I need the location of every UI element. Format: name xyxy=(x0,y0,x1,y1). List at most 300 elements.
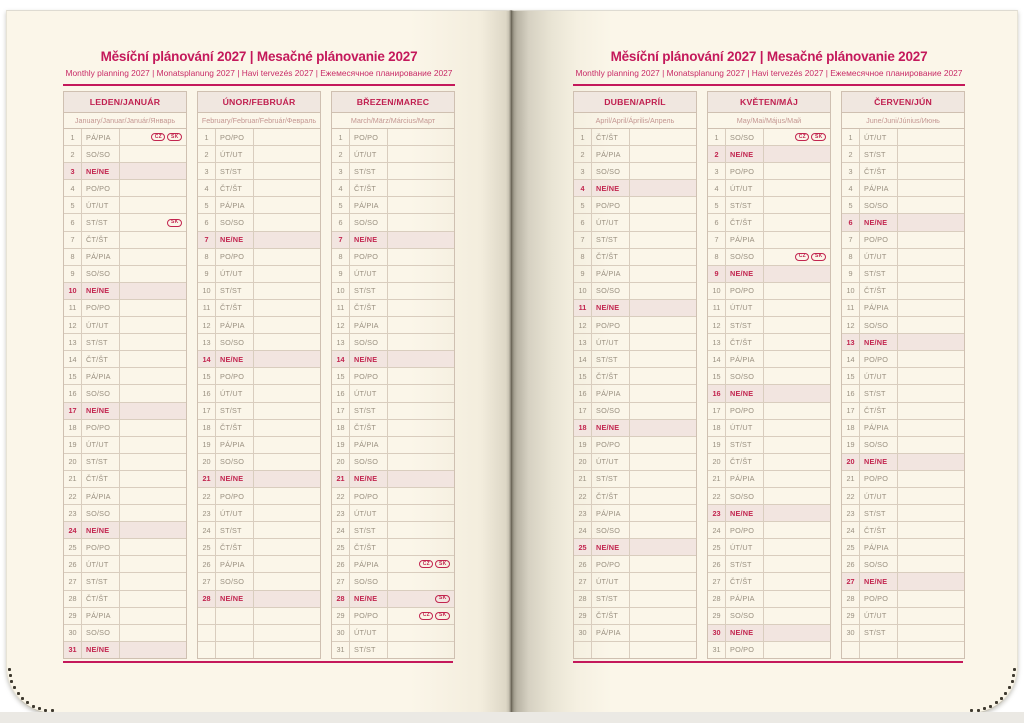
day-row xyxy=(198,402,320,419)
day-abbr-cell: ÚT/UT xyxy=(860,488,898,504)
day-row xyxy=(332,213,454,230)
day-row xyxy=(332,402,454,419)
day-note-cell xyxy=(254,573,320,589)
stitch-dot xyxy=(1000,697,1003,700)
day-note-cell xyxy=(898,488,964,504)
day-number-cell: 4 xyxy=(574,180,592,196)
day-row xyxy=(198,453,320,470)
day-number-cell: 13 xyxy=(64,334,82,350)
day-number-cell: 20 xyxy=(198,454,216,470)
stitch-dot xyxy=(9,674,12,677)
day-row xyxy=(332,419,454,436)
day-row xyxy=(842,521,964,538)
day-row xyxy=(842,350,964,367)
day-number-cell: 1 xyxy=(842,129,860,145)
day-abbr-cell: ST/ST xyxy=(592,591,630,607)
day-row xyxy=(708,538,830,555)
day-abbr-cell: NE/NE xyxy=(726,146,764,162)
day-note-cell xyxy=(120,437,186,453)
day-note-cell xyxy=(120,471,186,487)
day-row xyxy=(708,316,830,333)
day-number-cell: 14 xyxy=(198,351,216,367)
day-row xyxy=(708,384,830,401)
day-abbr-cell: PO/PO xyxy=(592,556,630,572)
day-row xyxy=(198,470,320,487)
day-number-cell: 9 xyxy=(332,266,350,282)
day-row xyxy=(64,129,186,145)
day-note-cell xyxy=(630,385,696,401)
day-abbr-cell: PO/PO xyxy=(860,351,898,367)
page-header-left xyxy=(63,48,455,86)
day-abbr-cell: PÁ/PIA xyxy=(350,197,388,213)
day-note-cell xyxy=(764,266,830,282)
day-abbr-cell: ČT/ŠT xyxy=(350,539,388,555)
day-note-cell xyxy=(898,214,964,230)
day-abbr-cell: ST/ST xyxy=(592,232,630,248)
holiday-badge-cz: CZ xyxy=(419,560,433,568)
day-note-cell xyxy=(388,591,454,607)
day-abbr-cell: PO/PO xyxy=(350,488,388,504)
day-note-cell xyxy=(898,317,964,333)
day-row xyxy=(574,590,696,607)
day-number-cell: 27 xyxy=(842,573,860,589)
day-abbr-cell: ÚT/UT xyxy=(350,505,388,521)
day-number-cell: 4 xyxy=(332,180,350,196)
day-abbr-cell: PO/PO xyxy=(860,232,898,248)
day-row xyxy=(64,333,186,350)
day-number-cell: 3 xyxy=(64,163,82,179)
day-number-cell: 7 xyxy=(198,232,216,248)
day-abbr-cell: ČT/ŠT xyxy=(350,420,388,436)
day-abbr-cell: ÚT/UT xyxy=(350,146,388,162)
day-number-cell: 17 xyxy=(842,403,860,419)
day-row xyxy=(64,555,186,572)
header-rule xyxy=(63,84,455,86)
day-number-cell: 13 xyxy=(332,334,350,350)
day-row xyxy=(332,590,454,607)
stitch-dot xyxy=(32,705,35,708)
month-name: KVĚTEN/MÁJ xyxy=(708,92,830,113)
day-note-cell xyxy=(764,317,830,333)
day-note-cell xyxy=(630,420,696,436)
day-abbr-cell: PO/PO xyxy=(350,608,388,624)
day-note-cell xyxy=(254,471,320,487)
day-note-cell xyxy=(898,146,964,162)
header-rule xyxy=(573,84,965,86)
day-number-cell: 6 xyxy=(332,214,350,230)
day-number-cell: 7 xyxy=(332,232,350,248)
day-number-cell: 21 xyxy=(332,471,350,487)
day-note-cell xyxy=(764,368,830,384)
stitch-dot xyxy=(995,701,998,704)
day-row xyxy=(708,487,830,504)
day-row xyxy=(842,196,964,213)
day-row xyxy=(708,213,830,230)
day-number-cell: 1 xyxy=(198,129,216,145)
day-row xyxy=(64,419,186,436)
day-note-cell xyxy=(254,625,320,641)
day-row xyxy=(64,231,186,248)
day-row xyxy=(842,453,964,470)
day-row xyxy=(574,231,696,248)
page-subtitle: Monthly planning 2027 | Monatsplanung 2027 | Havi tervezés 2027 | Ежемесячное планирование 2027 xyxy=(575,68,963,78)
day-number-cell: 22 xyxy=(842,488,860,504)
day-row xyxy=(332,504,454,521)
day-note-cell xyxy=(120,146,186,162)
day-row xyxy=(842,419,964,436)
day-note-cell xyxy=(764,197,830,213)
day-abbr-cell: ST/ST xyxy=(216,522,254,538)
day-note-cell xyxy=(764,351,830,367)
day-number-cell: 25 xyxy=(842,539,860,555)
day-number-cell: 23 xyxy=(842,505,860,521)
day-note-cell xyxy=(388,471,454,487)
day-row xyxy=(198,282,320,299)
day-row xyxy=(64,402,186,419)
holiday-badge-sk: SK xyxy=(435,595,450,603)
day-abbr-cell: ST/ST xyxy=(860,385,898,401)
day-note-cell xyxy=(120,642,186,658)
day-note-cell xyxy=(898,591,964,607)
stitch-dot xyxy=(17,692,20,695)
day-number-cell: 23 xyxy=(708,505,726,521)
day-note-cell xyxy=(388,437,454,453)
day-number-cell: 12 xyxy=(64,317,82,333)
day-row xyxy=(842,179,964,196)
day-number-cell: 6 xyxy=(574,214,592,230)
day-row xyxy=(64,213,186,230)
day-note-cell xyxy=(764,556,830,572)
day-number-cell: 8 xyxy=(198,249,216,265)
day-number-cell: 23 xyxy=(64,505,82,521)
day-abbr-cell: PO/PO xyxy=(350,129,388,145)
day-note-cell xyxy=(764,625,830,641)
day-number-cell: 15 xyxy=(64,368,82,384)
day-number-cell: 11 xyxy=(64,300,82,316)
day-number-cell: 4 xyxy=(708,180,726,196)
planner-page-left xyxy=(6,10,511,714)
day-abbr-cell: PO/PO xyxy=(592,437,630,453)
open-planner-book xyxy=(6,10,1018,714)
day-row xyxy=(574,607,696,624)
day-abbr-cell: PÁ/PIA xyxy=(726,471,764,487)
day-number-cell: 9 xyxy=(574,266,592,282)
day-abbr-cell xyxy=(216,608,254,624)
day-row xyxy=(574,282,696,299)
day-row xyxy=(708,367,830,384)
day-row xyxy=(198,196,320,213)
day-row xyxy=(708,641,830,658)
day-number-cell: 22 xyxy=(574,488,592,504)
day-abbr-cell: ST/ST xyxy=(350,522,388,538)
day-note-cell xyxy=(764,471,830,487)
day-number-cell: 4 xyxy=(842,180,860,196)
day-number-cell: 13 xyxy=(198,334,216,350)
day-abbr-cell: ÚT/UT xyxy=(350,625,388,641)
day-abbr-cell: ST/ST xyxy=(350,283,388,299)
day-abbr-cell: ST/ST xyxy=(860,505,898,521)
day-note-cell xyxy=(898,129,964,145)
day-note-cell xyxy=(120,334,186,350)
day-abbr-cell: ÚT/UT xyxy=(860,368,898,384)
day-note-cell xyxy=(898,180,964,196)
day-note-cell xyxy=(388,300,454,316)
day-note-cell xyxy=(764,488,830,504)
day-abbr-cell: NE/NE xyxy=(82,522,120,538)
day-abbr-cell: ČT/ŠT xyxy=(82,471,120,487)
day-row xyxy=(198,299,320,316)
day-row xyxy=(708,590,830,607)
day-row xyxy=(332,129,454,145)
day-note-cell xyxy=(898,197,964,213)
day-note-cell xyxy=(120,403,186,419)
day-number-cell: 30 xyxy=(708,625,726,641)
day-abbr-cell: ÚT/UT xyxy=(726,180,764,196)
day-row xyxy=(842,470,964,487)
stitch-dot xyxy=(989,705,992,708)
day-note-cell xyxy=(120,197,186,213)
day-note-cell xyxy=(630,368,696,384)
stitch-dot xyxy=(8,668,11,671)
day-abbr-cell: SO/SO xyxy=(216,573,254,589)
day-abbr-cell: SO/SO xyxy=(726,488,764,504)
day-abbr-cell: NE/NE xyxy=(726,625,764,641)
day-number-cell: 21 xyxy=(574,471,592,487)
day-note-cell xyxy=(254,488,320,504)
day-row xyxy=(574,419,696,436)
stitch-dot xyxy=(1004,692,1007,695)
day-number-cell: 12 xyxy=(842,317,860,333)
day-abbr-cell: ÚT/UT xyxy=(860,249,898,265)
day-abbr-cell: ČT/ŠT xyxy=(592,368,630,384)
day-number-cell: 19 xyxy=(64,437,82,453)
day-abbr-cell: PÁ/PIA xyxy=(860,539,898,555)
day-number-cell: 26 xyxy=(64,556,82,572)
day-row xyxy=(842,504,964,521)
day-abbr-cell: SO/SO xyxy=(216,214,254,230)
day-row xyxy=(198,231,320,248)
day-note-cell xyxy=(764,608,830,624)
day-note-cell xyxy=(764,129,830,145)
day-abbr-cell: SO/SO xyxy=(592,163,630,179)
day-note-cell xyxy=(630,249,696,265)
day-row xyxy=(332,162,454,179)
day-row xyxy=(842,436,964,453)
day-row xyxy=(198,248,320,265)
day-row xyxy=(198,129,320,145)
day-row xyxy=(332,384,454,401)
month-name: DUBEN/APRÍL xyxy=(574,92,696,113)
day-note-cell xyxy=(630,334,696,350)
day-abbr-cell: ČT/ŠT xyxy=(82,351,120,367)
day-abbr-cell: NE/NE xyxy=(350,591,388,607)
day-abbr-cell: NE/NE xyxy=(860,454,898,470)
day-abbr-cell: ČT/ŠT xyxy=(350,180,388,196)
day-note-cell xyxy=(630,556,696,572)
day-row xyxy=(332,607,454,624)
day-row xyxy=(708,162,830,179)
day-row xyxy=(842,162,964,179)
day-row xyxy=(64,521,186,538)
day-number-cell: 24 xyxy=(842,522,860,538)
day-row xyxy=(198,350,320,367)
day-row xyxy=(708,265,830,282)
day-abbr-cell: NE/NE xyxy=(216,471,254,487)
day-note-cell xyxy=(388,334,454,350)
day-number-cell: 20 xyxy=(574,454,592,470)
day-note-cell xyxy=(764,283,830,299)
day-number-cell: 26 xyxy=(332,556,350,572)
day-number-cell: 13 xyxy=(574,334,592,350)
day-number-cell: 6 xyxy=(708,214,726,230)
day-note-cell xyxy=(254,266,320,282)
day-number-cell xyxy=(574,642,592,658)
day-abbr-cell: ČT/ŠT xyxy=(592,129,630,145)
months-row-right xyxy=(573,91,965,659)
month-subtitle: March/März/Március/Март xyxy=(332,113,454,129)
day-number-cell: 29 xyxy=(842,608,860,624)
day-abbr-cell: PÁ/PIA xyxy=(592,146,630,162)
day-row xyxy=(574,145,696,162)
day-number-cell: 18 xyxy=(708,420,726,436)
day-abbr-cell: PÁ/PIA xyxy=(860,420,898,436)
day-note-cell xyxy=(630,214,696,230)
day-abbr-cell: PÁ/PIA xyxy=(350,556,388,572)
day-abbr-cell: ÚT/UT xyxy=(726,539,764,555)
day-abbr-cell: ÚT/UT xyxy=(216,266,254,282)
holiday-badge-sk: SK xyxy=(811,133,826,141)
day-note-cell xyxy=(898,283,964,299)
day-note-cell xyxy=(764,573,830,589)
day-abbr-cell: SO/SO xyxy=(216,334,254,350)
day-number-cell xyxy=(842,642,860,658)
day-abbr-cell: NE/NE xyxy=(726,266,764,282)
day-note-cell xyxy=(254,608,320,624)
day-row xyxy=(332,470,454,487)
month-day-grid xyxy=(574,129,696,658)
day-row xyxy=(332,641,454,658)
planner-page-right xyxy=(511,10,1018,714)
day-number-cell: 30 xyxy=(842,625,860,641)
day-abbr-cell: ČT/ŠT xyxy=(216,300,254,316)
day-abbr-cell: ÚT/UT xyxy=(726,300,764,316)
day-row xyxy=(574,624,696,641)
day-number-cell: 21 xyxy=(64,471,82,487)
day-note-cell xyxy=(630,403,696,419)
day-note-cell xyxy=(120,505,186,521)
day-row xyxy=(332,624,454,641)
day-number-cell: 5 xyxy=(842,197,860,213)
day-note-cell xyxy=(630,471,696,487)
day-row xyxy=(708,231,830,248)
day-note-cell xyxy=(898,556,964,572)
day-row xyxy=(842,299,964,316)
day-row xyxy=(842,231,964,248)
day-number-cell: 31 xyxy=(708,642,726,658)
day-number-cell: 27 xyxy=(574,573,592,589)
day-row xyxy=(708,607,830,624)
day-row xyxy=(708,555,830,572)
day-abbr-cell: PO/PO xyxy=(350,249,388,265)
day-note-cell xyxy=(630,197,696,213)
day-row xyxy=(574,555,696,572)
day-row xyxy=(574,504,696,521)
day-row xyxy=(708,179,830,196)
day-note-cell xyxy=(388,539,454,555)
stitch-dot xyxy=(1013,668,1016,671)
day-note-cell xyxy=(388,573,454,589)
day-number-cell: 8 xyxy=(64,249,82,265)
day-row xyxy=(842,538,964,555)
day-number-cell: 18 xyxy=(574,420,592,436)
day-abbr-cell: ČT/ŠT xyxy=(592,608,630,624)
day-number-cell: 24 xyxy=(574,522,592,538)
day-abbr-cell: PÁ/PIA xyxy=(350,317,388,333)
day-abbr-cell: ČT/ŠT xyxy=(860,522,898,538)
day-note-cell xyxy=(764,539,830,555)
day-abbr-cell: NE/NE xyxy=(860,334,898,350)
day-abbr-cell: NE/NE xyxy=(82,403,120,419)
day-number-cell: 14 xyxy=(842,351,860,367)
day-abbr-cell: NE/NE xyxy=(726,385,764,401)
day-row xyxy=(332,572,454,589)
day-abbr-cell xyxy=(592,642,630,658)
day-abbr-cell: PÁ/PIA xyxy=(216,317,254,333)
day-abbr-cell: ÚT/UT xyxy=(592,334,630,350)
day-abbr-cell: SO/SO xyxy=(216,454,254,470)
day-note-cell xyxy=(764,334,830,350)
day-note-cell xyxy=(388,214,454,230)
day-row xyxy=(198,555,320,572)
day-note-cell xyxy=(254,522,320,538)
day-row xyxy=(842,333,964,350)
day-abbr-cell: SO/SO xyxy=(860,317,898,333)
day-note-cell xyxy=(764,214,830,230)
day-number-cell: 7 xyxy=(708,232,726,248)
day-abbr-cell: PÁ/PIA xyxy=(592,505,630,521)
day-note-cell xyxy=(630,505,696,521)
day-number-cell: 2 xyxy=(198,146,216,162)
day-number-cell: 19 xyxy=(708,437,726,453)
day-number-cell: 30 xyxy=(574,625,592,641)
day-abbr-cell: PO/PO xyxy=(216,249,254,265)
day-note-cell xyxy=(630,625,696,641)
day-number-cell: 22 xyxy=(332,488,350,504)
day-abbr-cell: PÁ/PIA xyxy=(82,608,120,624)
day-number-cell: 17 xyxy=(708,403,726,419)
day-row xyxy=(574,521,696,538)
day-abbr-cell: NE/NE xyxy=(860,214,898,230)
day-row xyxy=(198,367,320,384)
day-note-cell xyxy=(630,300,696,316)
day-abbr-cell: PO/PO xyxy=(726,403,764,419)
day-number-cell: 19 xyxy=(574,437,592,453)
day-row xyxy=(64,538,186,555)
day-note-cell xyxy=(254,214,320,230)
day-abbr-cell: SO/SO xyxy=(726,249,764,265)
day-note-cell xyxy=(254,385,320,401)
day-number-cell: 27 xyxy=(332,573,350,589)
day-note-cell xyxy=(898,454,964,470)
day-row xyxy=(64,350,186,367)
day-abbr-cell: NE/NE xyxy=(82,163,120,179)
day-number-cell: 6 xyxy=(64,214,82,230)
day-abbr-cell: PÁ/PIA xyxy=(350,437,388,453)
day-row xyxy=(198,436,320,453)
day-number-cell: 15 xyxy=(198,368,216,384)
day-note-cell xyxy=(388,625,454,641)
day-abbr-cell: SO/SO xyxy=(82,505,120,521)
